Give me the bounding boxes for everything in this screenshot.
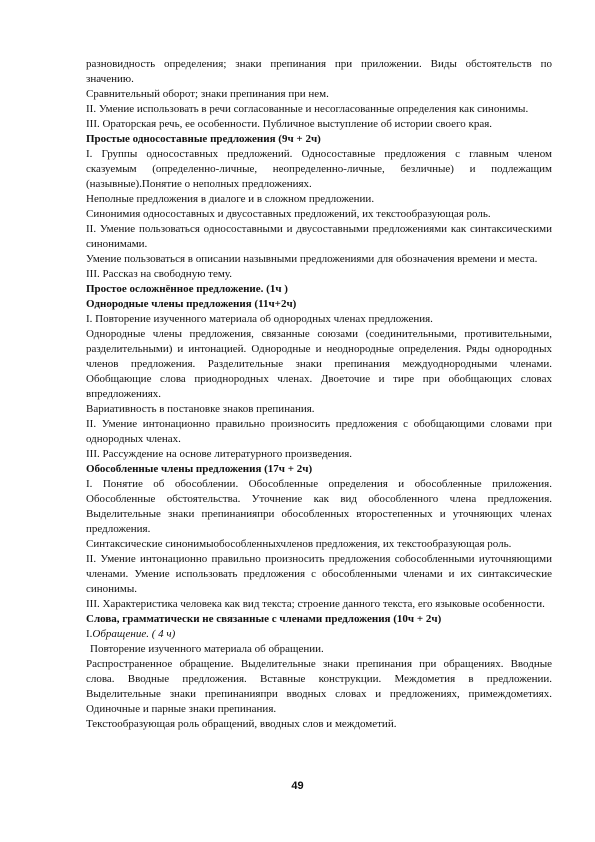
paragraph: II. Умение использовать в речи согласованные и несогласованные определения как синонимы. [86,103,529,115]
paragraph: III. Рассуждение на основе литературного произведения. [86,448,353,460]
paragraph: Однородные члены предложения, связанные союзами (соединительными, противительными, разделительными) и интонацией. Однородные и неоднородные определения. Ряды однородных членов предложения. Разделительные знаки препинания междуоднородными членами. Обобщающие слова приоднородных членах. Двоеточие и тире при обобщающих словах впредложениях. [86,328,552,400]
paragraph: Сравнительный оборот; знаки препинания при нем. [86,88,329,100]
paragraph: III. Рассказ на свободную тему. [86,268,232,280]
section-heading: Простое осложнённое предложение. (1ч ) [86,283,288,295]
section-heading: Обособленные члены предложения (17ч + 2ч) [86,463,313,475]
paragraph: разновидность определения; знаки препинания при приложении. Виды обстоятельств по значению. [86,58,552,85]
document-body [86,57,552,732]
paragraph: III. Ораторская речь, ее особенности. Публичное выступление об истории своего края. [86,118,493,130]
paragraph: I. Группы односоставных предложений. Односоставные предложения с главным членом сказуемым (определенно-личные, неопределенно-личные, безличные) и подлежащим (назывные).Понятие о неполных предложениях. [86,148,552,190]
page-number: 49 [291,780,304,792]
paragraph: Текстообразующая роль обращений, вводных слов и междометий. [86,718,397,730]
paragraph: Вариативность в постановке знаков препинания. [86,403,315,415]
section-heading: Слова, грамматически не связанные с членами предложения (10ч + 2ч) [86,613,442,625]
subsection-number: I. [86,628,93,640]
paragraph: Неполные предложения в диалоге и в сложном предложении. [86,193,375,205]
section-heading: Простые односоставные предложения (9ч + 2ч) [86,133,321,145]
paragraph: Синонимия односоставных и двусоставных предложений, их текстообразующая роль. [86,208,491,220]
subsection-heading [86,627,552,642]
paragraph: II. Умение интонационно правильно произносить предложения собособленными иуточняющими членами. Умение использовать предложения с обособленными членами и их синтаксические синонимы. [86,553,552,595]
paragraph: Повторение изученного материала об обращении. [90,643,324,655]
paragraph: II. Умение интонационно правильно произносить предложения с обобщающими словами при однородных членах. [86,418,552,445]
paragraph: Умение пользоваться в описании назывными предложениями для обозначения времени и места. [86,253,538,265]
paragraph: III. Характеристика человека как вид текста; строение данного текста, его языковые особенности. [86,598,545,610]
paragraph: I. Повторение изученного материала об однородных членах предложения. [86,313,433,325]
section-heading: Однородные члены предложения (11ч+2ч) [86,298,297,310]
paragraph: Синтаксические синонимыобособленныхчленов предложения, их текстообразующая роль. [86,538,512,550]
paragraph: II. Умение пользоваться односоставными и двусоставными предложениями как синтаксическими синонимами. [86,223,552,250]
subsection-title: Обращение. ( 4 ч) [92,628,176,640]
paragraph: I. Понятие об обособлении. Обособленные определения и обособленные приложения. Обособленные обстоятельства. Уточнение как вид обособленного члена предложения. Выделительные знаки препинанияпри обособленных второстепенных и уточняющих членах предложения. [86,478,552,535]
paragraph: Распространенное обращение. Выделительные знаки препинания при обращениях. Вводные слова. Вводные предложения. Вставные конструкции. Междометия в предложении. Выделительные знаки препинанияпри вводных словах и предложениях, примеждометиях. Одиночные и парные знаки препинания. [86,658,552,715]
